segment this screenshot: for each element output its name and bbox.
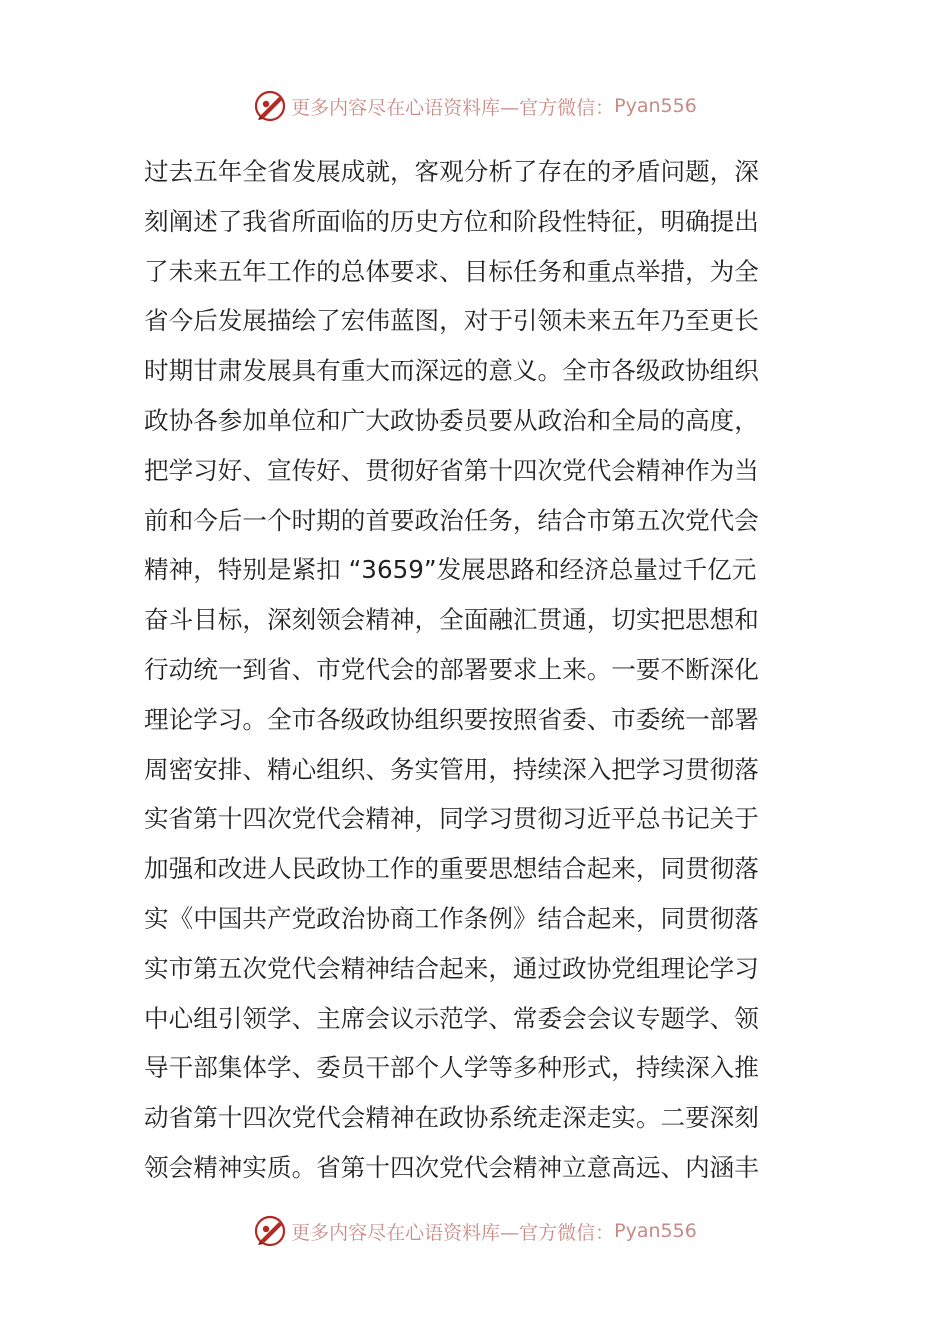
pen-logo-icon [253, 89, 287, 123]
body-line: 行动统一到省、市党代会的部署要求上来。一要不断深化 [144, 654, 759, 684]
body-line: 了未来五年工作的总体要求、目标任务和重点举措，为全 [144, 256, 759, 286]
body-line: 实《中国共产党政治协商工作条例》结合起来，同贯彻落 [144, 903, 759, 933]
body-line: 刻阐述了我省所面临的历史方位和阶段性特征，明确提出 [144, 206, 759, 236]
footer-watermark [0, 1211, 950, 1251]
body-line: 把学习好、宣传好、贯彻好省第十四次党代会精神作为当 [144, 455, 759, 485]
body-line: 实市第五次党代会精神结合起来，通过政协党组理论学习 [144, 953, 759, 983]
body-line: 领会精神实质。省第十四次党代会精神立意高远、内涵丰 [144, 1152, 759, 1182]
pen-logo-icon [253, 1214, 287, 1248]
body-line: 精神，特别是紧扣 “3659”发展思路和经济总量过千亿元 [144, 555, 757, 585]
document-body [144, 147, 808, 1193]
body-line: 导干部集体学、委员干部个人学等多种形式，持续深入推 [144, 1053, 759, 1083]
body-line: 周密安排、精心组织、务实管用，持续深入把学习贯彻落 [144, 754, 759, 784]
body-line: 过去五年全省发展成就，客观分析了存在的矛盾问题，深 [144, 157, 759, 186]
body-line: 时期甘肃发展具有重大而深远的意义。全市各级政协组织 [144, 356, 759, 386]
body-line: 中心组引领学、主席会议示范学、常委会会议专题学、领 [144, 1003, 759, 1033]
body-line: 动省第十四次党代会精神在政协系统走深走实。二要深刻 [144, 1103, 759, 1133]
watermark-handle: Pyan556 [614, 95, 697, 117]
body-line: 省今后发展描绘了宏伟蓝图，对于引领未来五年乃至更长 [144, 306, 759, 336]
watermark-handle: Pyan556 [614, 1220, 697, 1242]
header-watermark [0, 86, 950, 126]
body-line: 实省第十四次党代会精神，同学习贯彻习近平总书记关于 [144, 804, 759, 834]
watermark-text: 更多内容尽在心语资料库—官方微信： [291, 1221, 615, 1244]
watermark-text: 更多内容尽在心语资料库—官方微信： [291, 96, 615, 119]
body-line: 奋斗目标，深刻领会精神，全面融汇贯通，切实把思想和 [144, 605, 759, 635]
body-line: 加强和改进人民政协工作的重要思想结合起来，同贯彻落 [144, 854, 759, 884]
body-line: 理论学习。全市各级政协组织要按照省委、市委统一部署 [144, 704, 759, 734]
body-line: 政协各参加单位和广大政协委员要从政治和全局的高度， [144, 405, 759, 435]
body-line: 前和今后一个时期的首要政治任务，结合市第五次党代会 [144, 505, 759, 535]
